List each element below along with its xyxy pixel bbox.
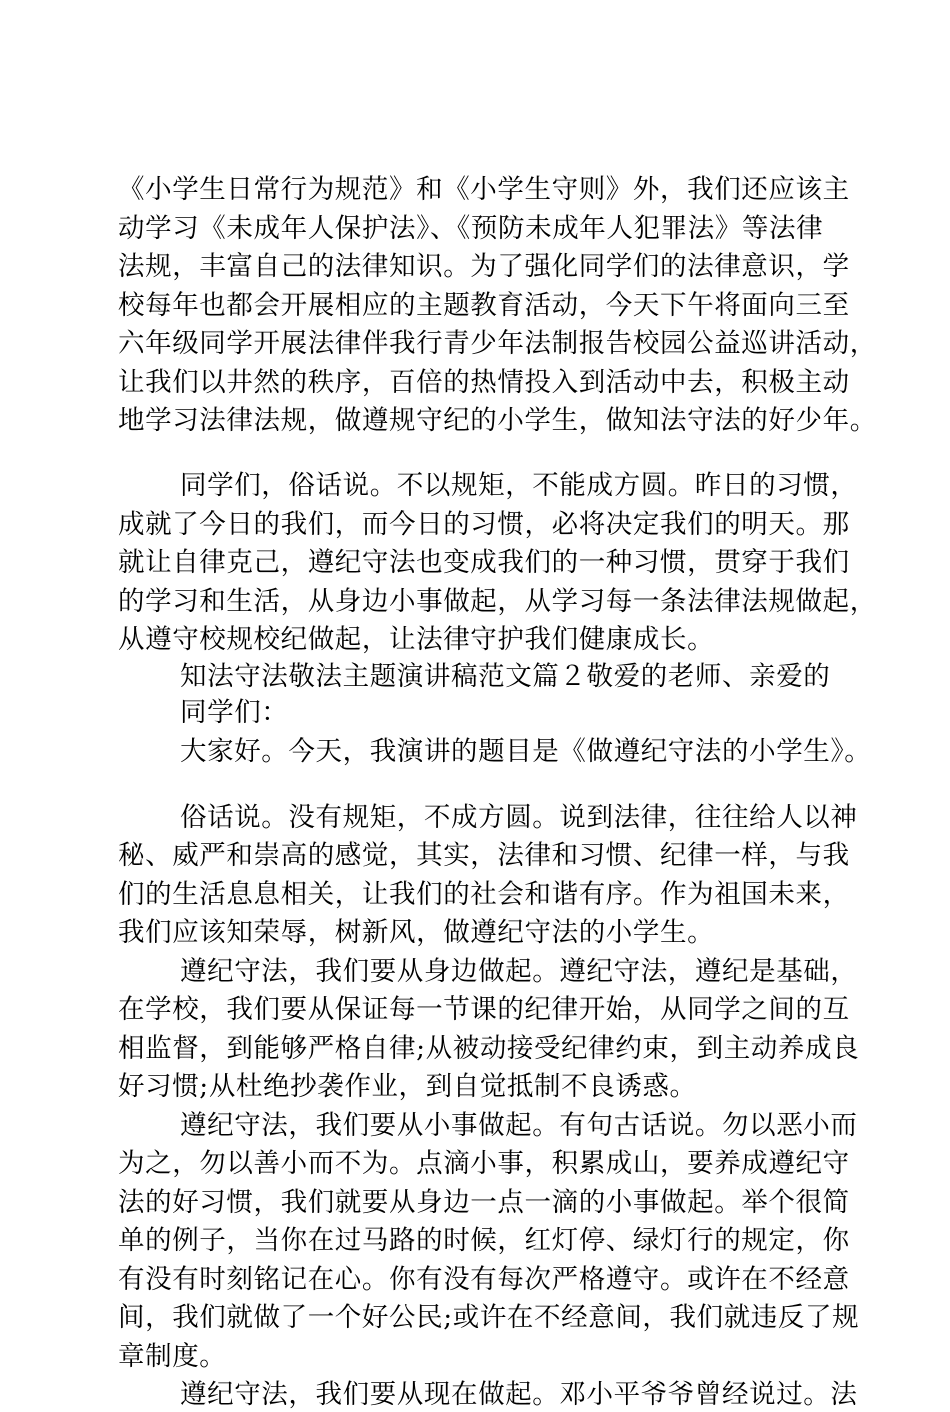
paragraph-first-line: 遵纪守法，我们要从小事做起。有句古话说。勿以恶小而 [180,1110,858,1141]
text-line: 好习惯;从杜绝抄袭作业，到自觉抵制不良诱惑。 [118,1071,697,1102]
text-line: 地学习法律法规，做遵规守纪的小学生，做知法守法的好少年。 [118,405,877,436]
text-line: 为之，勿以善小而不为。点滴小事，积累成山，要养成遵纪守 [118,1148,850,1179]
text-line: 相监督，到能够严格自律;从被动接受纪律约束，到主动养成良 [118,1033,860,1064]
text-line: 秘、威严和崇高的感觉，其实，法律和习惯、纪律一样，与我 [118,840,850,871]
text-line: 的学习和生活，从身边小事做起，从学习每一条法律法规做起， [118,586,877,617]
text-line: 成就了今日的我们，而今日的习惯，必将决定我们的明天。那 [118,509,850,540]
text-line: 六年级同学开展法律伴我行青少年法制报告校园公益巡讲活动， [118,328,877,359]
text-line: 校每年也都会开展相应的主题教育活动，今天下午将面向三至 [118,290,850,321]
text-line: 我们应该知荣辱，树新风，做遵纪守法的小学生。 [118,917,715,948]
text-line: 法规，丰富自己的法律知识。为了强化同学们的法律意识，学 [118,251,850,282]
section-heading: 知法守法敬法主题演讲稿范文篇２敬爱的老师、亲爱的 [180,661,831,692]
paragraph-first-line: 遵纪守法，我们要从现在做起。邓小平爷爷曾经说过。法 [180,1379,858,1410]
text-line: 单的例子，当你在过马路的时候，红灯停、绿灯行的规定，你 [118,1225,850,1256]
paragraph-first-line: 遵纪守法，我们要从身边做起。遵纪守法，遵纪是基础， [180,956,858,987]
text-line: 们的生活息息相关，让我们的社会和谐有序。作为祖国未来， [118,879,850,910]
text-line: 在学校，我们要从保证每一节课的纪律开始，从同学之间的互 [118,994,850,1025]
paragraph-first-line: 同学们，俗话说。不以规矩，不能成方圆。昨日的习惯， [180,470,858,501]
text-line: 有没有时刻铭记在心。你有没有每次严格遵守。或许在不经意 [118,1264,850,1295]
text-line: 让我们以井然的秩序，百倍的热情投入到活动中去，积极主动 [118,367,850,398]
text-line: 动学习《未成年人保护法》、《预防未成年人犯罪法》等法律 [118,213,824,244]
paragraph-first-line: 俗话说。没有规矩，不成方圆。说到法律，往往给人以神 [180,802,858,833]
text-line: 就让自律克己，遵纪守法也变成我们的一种习惯，贯穿于我们 [118,547,850,578]
text-line: 章制度。 [118,1341,227,1372]
text-line: 《小学生日常行为规范》和《小学生守则》外，我们还应该主 [118,174,850,205]
text-line: 间，我们就做了一个好公民;或许在不经意间，我们就违反了规 [118,1302,860,1333]
salutation: 同学们： [180,697,289,728]
text-line: 法的好习惯，我们就要从身边一点一滴的小事做起。举个很简 [118,1187,850,1218]
greeting-line: 大家好。今天，我演讲的题目是《做遵纪守法的小学生》。 [180,736,872,767]
text-line: 从遵守校规校纪做起，让法律守护我们健康成长。 [118,624,715,655]
